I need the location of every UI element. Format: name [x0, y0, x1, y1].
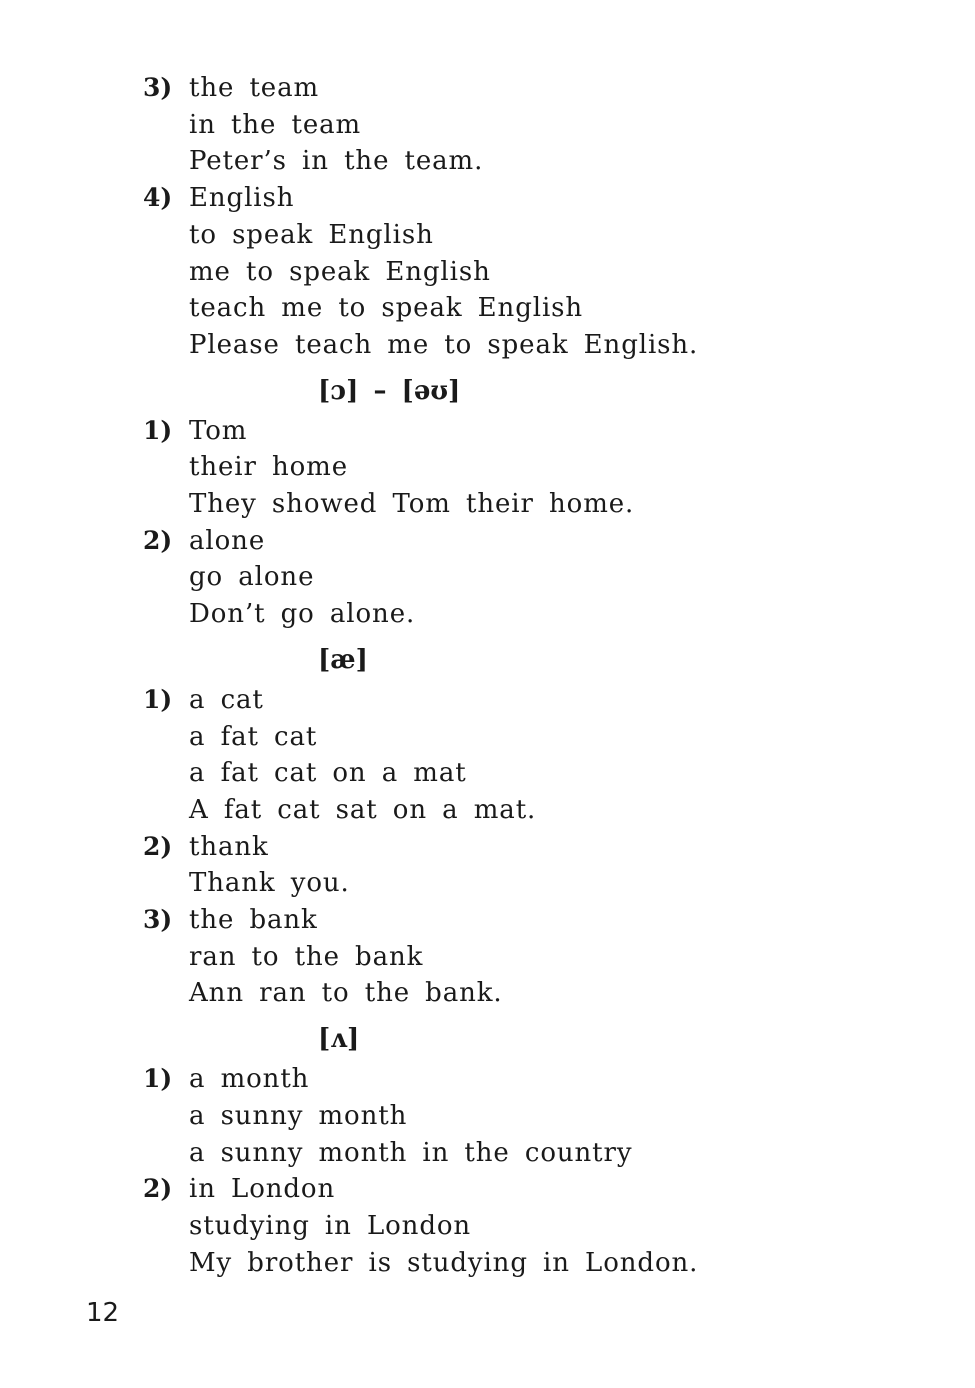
exercise-item: [143, 1061, 903, 1171]
phrase-line: alone: [189, 525, 266, 556]
phrase-line: Ann ran to the bank.: [189, 978, 503, 1009]
exercise-item: [143, 413, 903, 523]
phrase-line: Peter’s in the team.: [189, 146, 484, 177]
exercise-item: [143, 70, 903, 180]
phrase-line: My brother is studying in London.: [189, 1247, 699, 1278]
phrase-line: A fat cat sat on a mat.: [189, 794, 537, 825]
phrase-line: studying in London: [189, 1210, 472, 1241]
item-number: 1): [143, 684, 173, 714]
phrase-line: thank: [189, 831, 269, 862]
exercise-item: [143, 523, 903, 633]
phrase-line: Please teach me to speak English.: [189, 329, 699, 360]
exercise-item: [143, 902, 903, 1012]
phrase-lines: [189, 413, 903, 523]
item-number: 2): [143, 1174, 173, 1204]
phrase-lines: [189, 829, 903, 902]
phrase-line: me to speak English: [189, 256, 491, 287]
phrase-line: Tom: [189, 415, 248, 446]
phoneme-heading: [ɔ] – [əʊ]: [318, 375, 461, 406]
phrase-line: their home: [189, 452, 349, 483]
exercise-item: [143, 1171, 903, 1281]
phrase-line: go alone: [189, 562, 315, 593]
phrase-line: a fat cat: [189, 721, 318, 752]
phrase-line: a sunny month: [189, 1100, 408, 1131]
phrase-line: a sunny month in the country: [189, 1137, 633, 1168]
phrase-line: teach me to speak English: [189, 293, 584, 324]
phrase-line: a fat cat on a mat: [189, 758, 467, 789]
item-number: 4): [143, 183, 173, 213]
exercise-content: [143, 70, 903, 1281]
phrase-lines: [189, 70, 903, 180]
phrase-line: the bank: [189, 905, 318, 936]
phrase-line: a cat: [189, 684, 264, 715]
phoneme-heading: [æ]: [318, 644, 368, 675]
page-number: 12: [86, 1298, 120, 1328]
item-number: 2): [143, 831, 173, 861]
phrase-lines: [189, 902, 903, 1012]
item-number: 3): [143, 73, 173, 102]
phrase-lines: [189, 523, 903, 633]
exercise-item: [143, 682, 903, 829]
phoneme-heading: [ʌ]: [318, 1024, 360, 1055]
exercise-section: [143, 70, 903, 364]
phrase-line: ran to the bank: [189, 941, 424, 972]
phrase-lines: [189, 1171, 903, 1281]
exercise-section: [143, 373, 903, 633]
phrase-line: They showed Tom their home.: [189, 489, 635, 520]
phrase-lines: [189, 180, 903, 364]
phrase-lines: [189, 682, 903, 829]
exercise-item: [143, 829, 903, 902]
phrase-line: in London: [189, 1174, 336, 1205]
phrase-line: Don’t go alone.: [189, 599, 416, 630]
phrase-line: the team: [189, 73, 320, 103]
item-number: 2): [143, 525, 173, 555]
phrase-line: to speak English: [189, 219, 434, 250]
phrase-line: Thank you.: [189, 868, 350, 899]
exercise-section: [143, 642, 903, 1012]
item-number: 1): [143, 1064, 173, 1094]
phrase-line: English: [189, 183, 295, 214]
phrase-line: in the team: [189, 109, 362, 140]
phrase-lines: [189, 1061, 903, 1171]
exercise-item: [143, 180, 903, 364]
item-number: 1): [143, 415, 173, 445]
phrase-line: a month: [189, 1064, 310, 1095]
exercise-section: [143, 1021, 903, 1281]
item-number: 3): [143, 905, 173, 935]
